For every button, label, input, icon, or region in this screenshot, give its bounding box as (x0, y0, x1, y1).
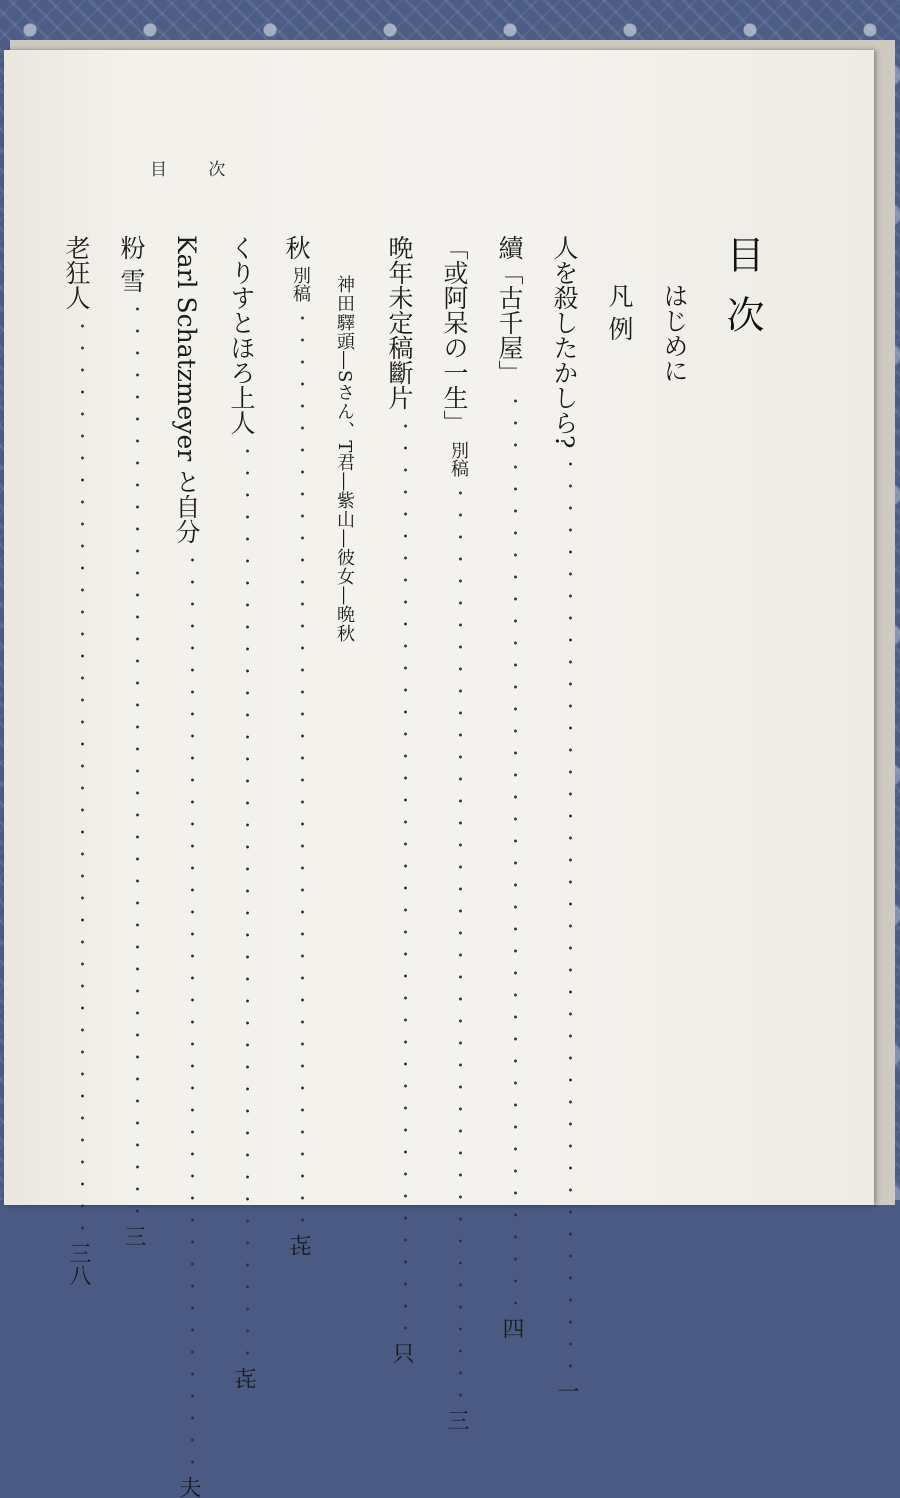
toc-entry-note: 別稿 (448, 441, 469, 477)
toc-entry-title: 老狂人 (62, 235, 91, 310)
leader-dots: ・・・・・・・・・・・・・・・・・・・・・・・・・・・・・・・・・・・・・・・・・・ (127, 300, 146, 1225)
toc-page-number: 一 (554, 1380, 579, 1403)
toc-entry-title: 人を殺したかしら? (550, 235, 579, 449)
toc-entry-title: 凡 例 (605, 283, 634, 341)
toc-page-number: 三八 (66, 1242, 91, 1286)
toc-entry-hajimeni (662, 235, 687, 1125)
toc-entry-title: 晩年未定稿斷片 (385, 235, 414, 410)
toc-entry (550, 235, 579, 1403)
toc-page-number: 四 (499, 1317, 524, 1339)
toc-entry-title: はじめに (660, 283, 689, 383)
toc-entry-title: 「或阿呆の一生」 (440, 235, 469, 435)
leader-dots: ・・・・・・・・・・・・・・・・・・・・・・・・・・・・・・・・・・・・・・・・・・ (182, 552, 201, 1477)
toc-page-number: 夫 (176, 1476, 201, 1498)
leader-dots: ・・・・・・・・・・・・・・・・・・・・・・・・・・・・・・・・・・・・・・・・・・ (395, 418, 414, 1342)
toc-page-number: 只 (389, 1342, 414, 1364)
leader-dots: ・・・・・・・・・・・・・・・・・・・・・・・・・・・・・・・・・・・・・・・・・・ (292, 310, 311, 1234)
toc-entry (117, 235, 146, 1247)
leader-dots: ・・・・・・・・・・・・・・・・・・・・・・・・・・・・・・・・・・・・・・・・・・ (560, 456, 579, 1381)
toc-entry-title: Karl Schatzmeyer と自分 (172, 235, 201, 545)
toc-entry-title: 秋 (282, 235, 311, 260)
toc-entry (495, 235, 524, 1339)
toc-entry-hanrei (607, 235, 632, 1125)
toc-entry (172, 235, 201, 1498)
toc-entry (282, 235, 311, 1256)
toc-entry-title: くりすとほろ上人 (227, 235, 256, 435)
leader-dots: ・・・・・・・・・・・・・・・・・・・・・・・・・・・・・・・・・・・・・・・・・・ (237, 443, 256, 1367)
toc-title: 目次 (720, 235, 764, 355)
toc-entry (440, 235, 469, 1431)
leader-dots: ・・・・・・・・・・・・・・・・・・・・・・・・・・・・・・・・・・・・・・・・・・ (450, 485, 469, 1409)
leader-dots: ・・・・・・・・・・・・・・・・・・・・・・・・・・・・・・・・・・・・・・・・・・ (505, 393, 524, 1317)
leader-dots: ・・・・・・・・・・・・・・・・・・・・・・・・・・・・・・・・・・・・・・・・・・ (72, 318, 91, 1242)
toc-entry (62, 235, 91, 1286)
toc-entry-note: 別稿 (290, 266, 311, 302)
toc-page-number: 㐂 (286, 1234, 311, 1256)
toc-entry (227, 235, 256, 1389)
table-of-contents (34, 235, 770, 1498)
toc-entry-title: 續「古千屋」 (495, 235, 524, 385)
toc-subentries: 神田驛頭―Sさん、T君―紫山―彼女―晩秋 (334, 275, 355, 644)
toc-page-number: 三 (121, 1224, 146, 1247)
toc-page-number: 㐂 (231, 1367, 256, 1389)
toc-entry (385, 235, 414, 1364)
running-head: 目 次 (150, 160, 244, 180)
toc-page-number: 三 (444, 1409, 469, 1431)
toc-entry-title: 粉 雪 (117, 235, 146, 293)
